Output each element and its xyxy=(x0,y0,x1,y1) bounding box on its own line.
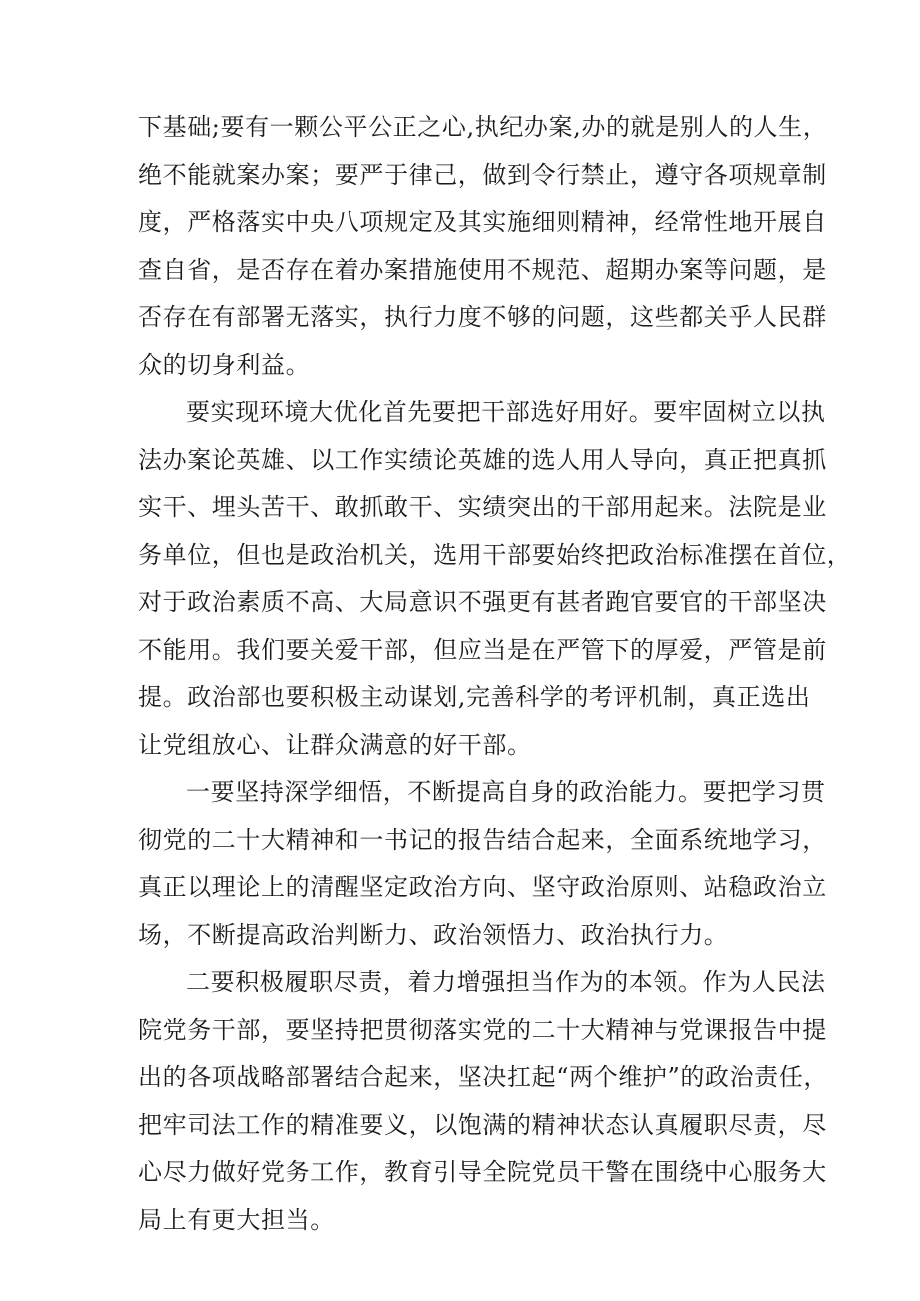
text-line: 下基础;要有一颗公平公正之心,执纪办案,办的就是别人的人生， xyxy=(138,113,828,141)
text-line: 场，不断提高政治判断力、政治领悟力、政治执行力。 xyxy=(138,920,729,949)
paragraph-1 xyxy=(138,104,828,389)
text-line: 提。政治部也要积极主动谋划,完善科学的考评机制，真正选出 xyxy=(138,683,811,711)
text-line: 把牢司法工作的精准要义，以饱满的精神状态认真履职尽责，尽 xyxy=(138,1110,827,1139)
text-line: 法办案论英雄、以工作实绩论英雄的选人用人导向，真正把真抓 xyxy=(138,445,827,474)
text-line: 局上有更大担当。 xyxy=(138,1205,335,1234)
document-body xyxy=(138,104,852,1244)
text-line: 实干、埋头苦干、敢抓敢干、实绩突出的干部用起来。法院是业 xyxy=(138,493,827,521)
text-line: 一要坚持深学细悟，不断提高自身的政治能力。要把学习贯 xyxy=(186,778,826,806)
text-line: 要实现环境大优化首先要把干部选好用好。要牢固树立以执 xyxy=(186,398,826,426)
text-line: 绝不能就案办案；要严于律己，做到令行禁止，遵守各项规章制 xyxy=(138,160,827,189)
text-line: 出的各项战略部署结合起来，坚决扛起“两个维护”的政治责任， xyxy=(138,1063,828,1091)
text-line: 查自省，是否存在着办案措施使用不规范、超期办案等问题，是 xyxy=(138,255,827,284)
paragraph-2 xyxy=(138,389,852,769)
text-line: 二要积极履职尽责，着力增强担当作为的本领。作为人民法 xyxy=(186,968,826,996)
paragraph-4 xyxy=(138,959,828,1244)
text-line: 对于政治素质不高、大局意识不强更有甚者跑官要官的干部坚决 xyxy=(138,588,827,616)
text-line: 众的切身利益。 xyxy=(138,350,311,379)
text-line: 否存在有部署无落实，执行力度不够的问题，这些都关乎人民群 xyxy=(138,303,827,331)
text-line: 不能用。我们要关爱干部，但应当是在严管下的厚爱，严管是前 xyxy=(138,635,827,664)
text-line: 度，严格落实中央八项规定及其实施细则精神，经常性地开展自 xyxy=(138,208,827,236)
text-line: 真正以理论上的清醒坚定政治方向、坚守政治原则、站稳政治立 xyxy=(138,873,827,901)
text-line: 务单位，但也是政治机关，选用干部要始终把政治标准摆在首位， xyxy=(138,540,852,569)
text-line: 彻党的二十大精神和一书记的报告结合起来，全面系统地学习， xyxy=(138,825,827,854)
text-line: 院党务干部，要坚持把贯彻落实党的二十大精神与党课报告中提 xyxy=(138,1015,827,1044)
paragraph-3 xyxy=(138,769,827,959)
text-line: 心尽力做好党务工作，教育引导全院党员干警在围绕中心服务大 xyxy=(138,1158,827,1186)
text-line: 让党组放心、让群众满意的好干部。 xyxy=(138,730,532,759)
